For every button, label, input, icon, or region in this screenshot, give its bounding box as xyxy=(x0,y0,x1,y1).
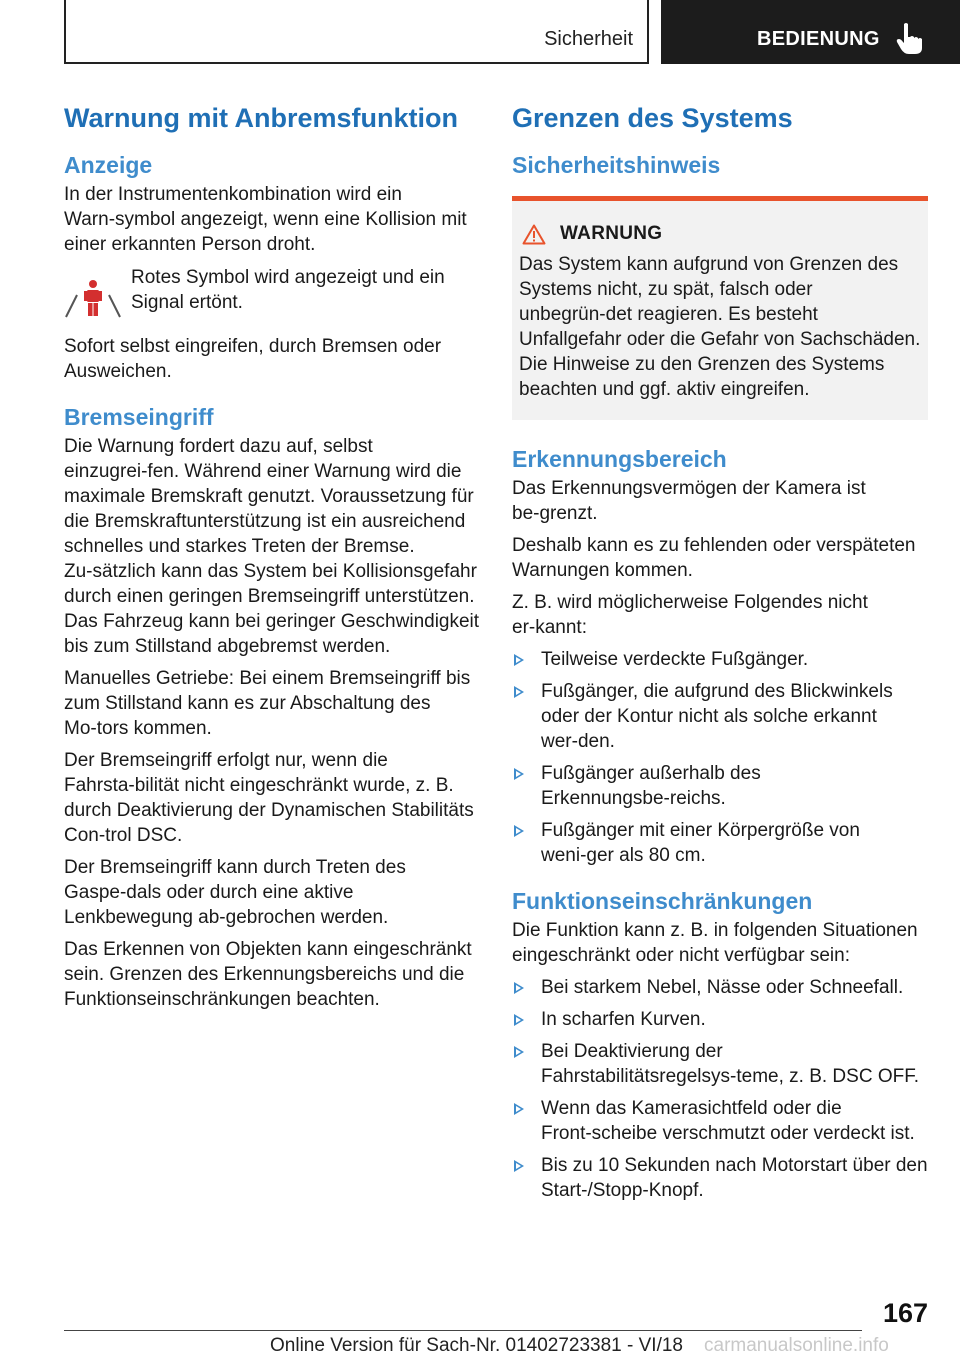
erkennung-paragraph-3: Z. B. wird möglicherweise Folgendes nicht er‑kannt: xyxy=(512,592,868,638)
warning-text: Das System kann aufgrund von Grenzen des Systems nicht, zu spät, falsch oder unbegrün‑det reagieren. Es besteht Unfallgefahr oder die Gefahr von Sachschäden. Die Hinweise zu den Grenzen des Systems beachten und ggf. aktiv eingreifen. xyxy=(519,254,921,400)
warning-triangle-icon xyxy=(522,224,546,245)
funktion-list xyxy=(512,975,928,1203)
bremseingriff-paragraph: Das Erkennen von Objekten kann eingeschränkt sein. Grenzen des Erkennungsbereichs und die Funktionseinschränkungen beachten. xyxy=(64,939,472,1010)
pedestrian-warning-icon xyxy=(64,277,122,319)
erkennung-paragraph-1: Das Erkennungsvermögen der Kamera ist be‑grenzt. xyxy=(512,478,866,524)
heading-erkennungsbereich: Erkennungsbereich xyxy=(512,446,727,472)
page-number: 167 xyxy=(882,1298,928,1328)
list-item: Bis zu 10 Sekunden nach Motorstart über den Start-/Stopp-Knopf. xyxy=(512,1153,928,1203)
list-item: Bei starkem Nebel, Nässe oder Schneefall. xyxy=(512,975,928,1000)
hand-pointer-icon xyxy=(895,22,925,56)
heading-sicherheitshinweis: Sicherheitshinweis xyxy=(512,152,721,178)
list-item: Bei Deaktivierung der Fahrstabilitätsregelsys‑teme, z. B. DSC OFF. xyxy=(512,1039,928,1089)
right-column xyxy=(512,100,928,1210)
watermark: carmanualsonline.info xyxy=(704,1335,889,1356)
funktion-paragraph: Die Funktion kann z. B. in folgenden Situationen eingeschränkt oder nicht verfügbar sein: xyxy=(512,920,918,966)
pedestrian-icon-text: Rotes Symbol wird angezeigt und ein Signal ertönt. xyxy=(131,267,445,313)
list-item: Fußgänger, die aufgrund des Blickwinkels oder der Kontur nicht als solche erkannt wer‑den. xyxy=(512,679,928,754)
list-item: Fußgänger außerhalb des Erkennungsbe‑reichs. xyxy=(512,761,928,811)
erkennung-paragraph-2: Deshalb kann es zu fehlenden oder verspäteten Warnungen kommen. xyxy=(512,535,916,581)
triangle-bullet-icon xyxy=(514,1103,524,1115)
pedestrian-warning-row xyxy=(64,265,482,324)
heading-bremseingriff: Bremseingriff xyxy=(64,404,214,430)
header-left-label: Sicherheit xyxy=(544,28,633,50)
list-item: Teilweise verdeckte Fußgänger. xyxy=(512,647,928,672)
header-tab-sicherheit xyxy=(64,0,649,64)
warning-label: WARNUNG xyxy=(560,223,663,244)
triangle-bullet-icon xyxy=(514,654,524,666)
triangle-bullet-icon xyxy=(514,686,524,698)
left-column xyxy=(64,100,482,1019)
triangle-bullet-icon xyxy=(514,825,524,837)
triangle-bullet-icon xyxy=(514,982,524,994)
header-right-label: BEDIENUNG xyxy=(757,28,880,50)
heading-anzeige: Anzeige xyxy=(64,152,153,178)
section-title-grenzen: Grenzen des Systems xyxy=(512,103,793,133)
bremseingriff-paragraph: Der Bremseingriff erfolgt nur, wenn die Fahrsta‑bilität nicht eingeschränkt wurde, z. B. durch Deaktivierung der Dynamischen Stabilitäts Con‑trol DSC. xyxy=(64,750,474,846)
footer-text: Online Version für Sach-Nr. 01402723381 - VI/18 xyxy=(270,1335,683,1356)
warning-box xyxy=(512,196,928,420)
footer-rule xyxy=(64,1330,862,1331)
bremseingriff-paragraph: Die Warnung fordert dazu auf, selbst einzugrei‑fen. Während einer Warnung wird die maximale Bremskraft genutzt. Voraussetzung für die Bremskraftunterstützung ist ein ausreichend schnelles und starkes Treten der Bremse. Zu‑sätzlich kann das System bei Kollisionsgefahr durch einen geringen Bremseingriff unterstützen. Das Fahrzeug kann bei geringer Geschwindigkeit bis zum Stillstand abgebremst werden. xyxy=(64,436,480,657)
triangle-bullet-icon xyxy=(514,768,524,780)
erkennung-list xyxy=(512,647,928,868)
bremseingriff-paragraph: Manuelles Getriebe: Bei einem Bremseingriff bis zum Stillstand kann es zur Abschaltung des Mo‑tors kommen. xyxy=(64,668,471,739)
anzeige-paragraph-2: Sofort selbst eingreifen, durch Bremsen oder Ausweichen. xyxy=(64,336,442,382)
triangle-bullet-icon xyxy=(514,1046,524,1058)
triangle-bullet-icon xyxy=(514,1014,524,1026)
anzeige-paragraph-1: In der Instrumentenkombination wird ein Warn‑symbol angezeigt, wenn eine Kollision mit einer erkannten Person droht. xyxy=(64,184,467,255)
bremseingriff-paragraph: Der Bremseingriff kann durch Treten des Gaspe‑dals oder durch eine aktive Lenkbewegung ab‑gebrochen werden. xyxy=(64,857,406,928)
section-title-warnung: Warnung mit Anbremsfunktion xyxy=(64,103,458,133)
triangle-bullet-icon xyxy=(514,1160,524,1172)
list-item: In scharfen Kurven. xyxy=(512,1007,928,1032)
list-item: Fußgänger mit einer Körpergröße von weni‑ger als 80 cm. xyxy=(512,818,928,868)
header-tab-bedienung xyxy=(661,0,960,64)
heading-funktionseinschraenkungen: Funktionseinschränkungen xyxy=(512,888,813,914)
list-item: Wenn das Kamerasichtfeld oder die Front‑scheibe verschmutzt oder verdeckt ist. xyxy=(512,1096,928,1146)
